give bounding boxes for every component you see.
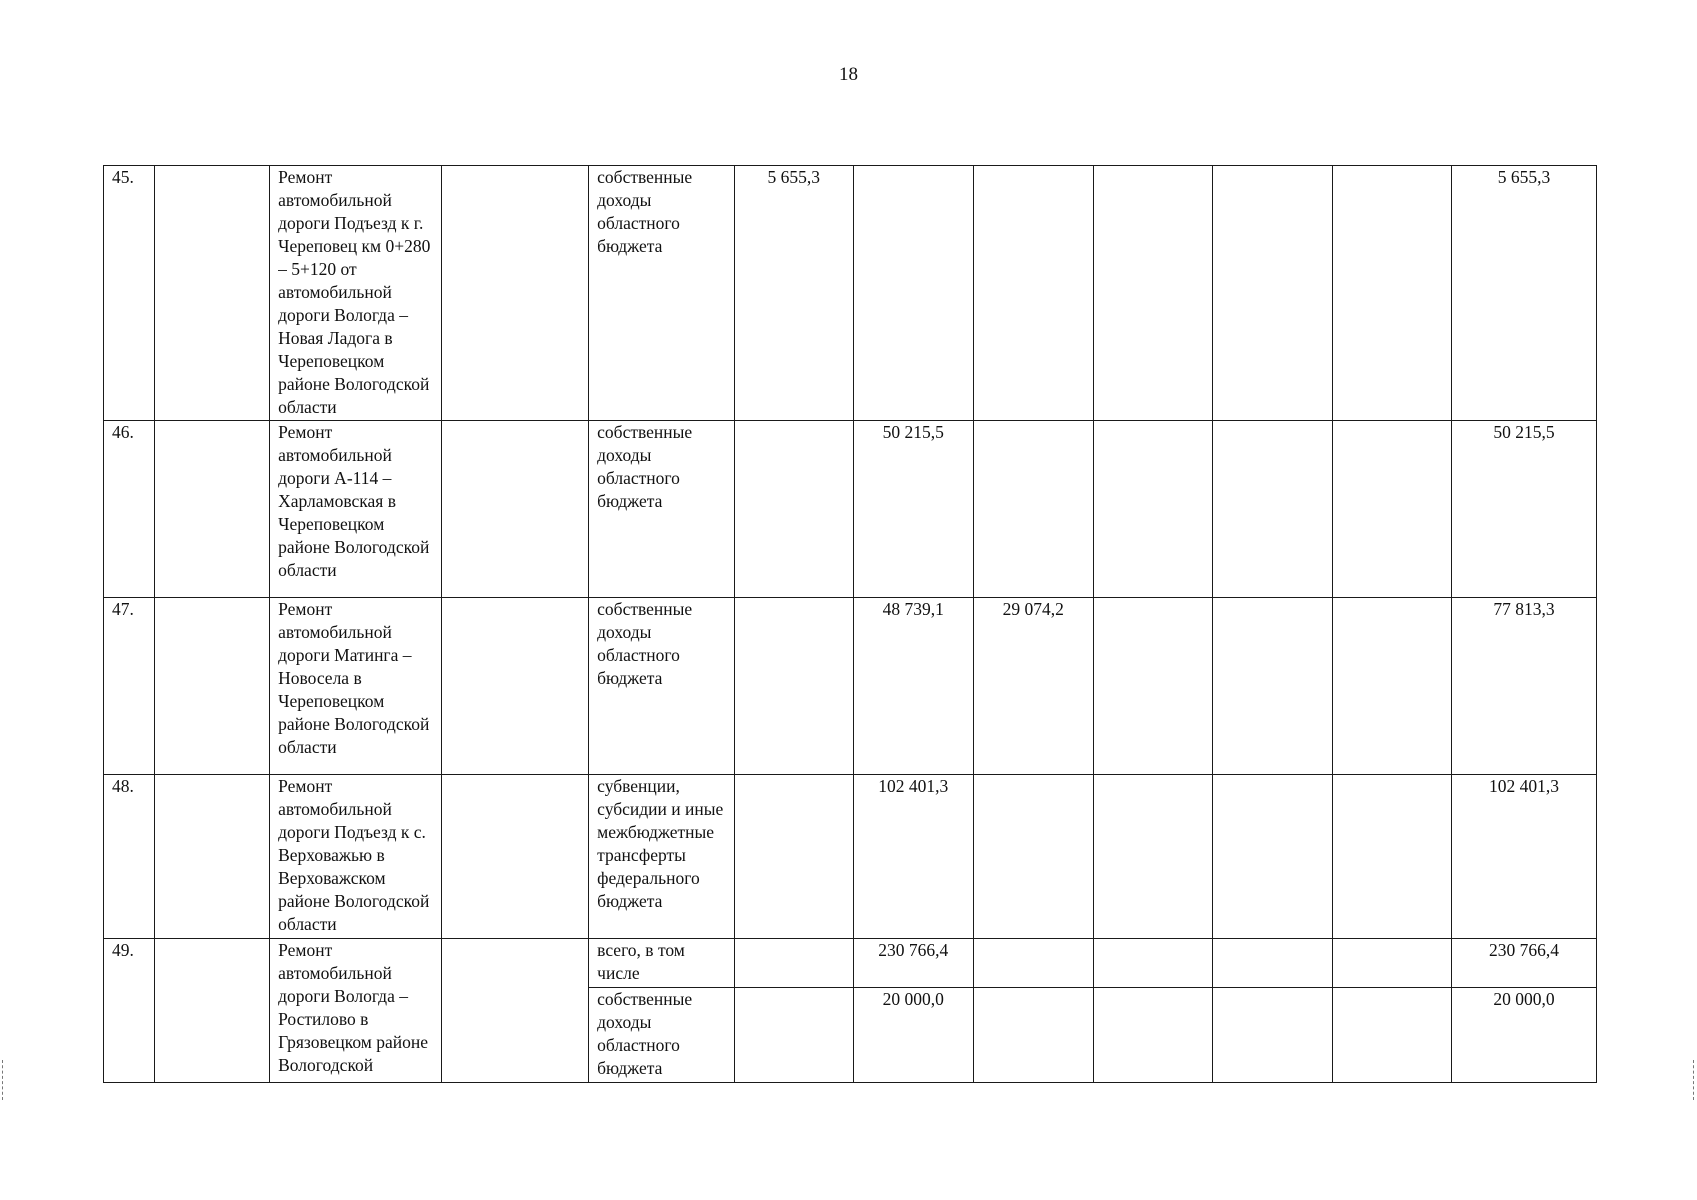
year-value	[1213, 421, 1333, 598]
total-value: 5 655,3	[1452, 166, 1597, 421]
row-number: 46.	[104, 421, 155, 598]
funding-source: собственные доходы областного бюджета	[589, 598, 735, 775]
year-value: 48 739,1	[853, 598, 974, 775]
empty-cell	[154, 598, 269, 775]
table-row	[104, 775, 1597, 939]
year-value: 102 401,3	[853, 775, 974, 939]
total-value: 230 766,4	[1452, 939, 1597, 988]
row-number: 48.	[104, 775, 155, 939]
year-value	[1213, 166, 1333, 421]
funding-source: собственные доходы областного бюджета	[589, 988, 735, 1083]
year-value	[1213, 775, 1333, 939]
year-value	[974, 166, 1094, 421]
empty-cell	[154, 939, 269, 1083]
row-number: 49.	[104, 939, 155, 1083]
project-name: Ремонт автомобильной дороги Вологда – Ростилово в Грязовецком районе Вологодской	[270, 939, 442, 1083]
budget-table	[103, 165, 1597, 1083]
empty-cell	[154, 775, 269, 939]
year-value	[1093, 775, 1213, 939]
row-number: 45.	[104, 166, 155, 421]
year-value	[735, 421, 854, 598]
page-number: 18	[839, 64, 858, 85]
year-value	[1093, 939, 1213, 988]
funding-source: собственные доходы областного бюджета	[589, 166, 735, 421]
year-value	[974, 939, 1094, 988]
empty-cell	[442, 775, 589, 939]
year-value	[1213, 988, 1333, 1083]
total-value: 20 000,0	[1452, 988, 1597, 1083]
project-name: Ремонт автомобильной дороги Матинга – Новосела в Череповецком районе Вологодской области	[270, 598, 442, 775]
year-value	[974, 775, 1094, 939]
year-value	[974, 421, 1094, 598]
table-body	[104, 166, 1597, 1083]
scan-edge-mark-left	[2, 1060, 5, 1100]
project-name: Ремонт автомобильной дороги А-114 – Харламовская в Череповецком районе Вологодской области	[270, 421, 442, 598]
year-value: 5 655,3	[735, 166, 854, 421]
year-value	[1213, 598, 1333, 775]
year-value	[1332, 988, 1452, 1083]
empty-cell	[154, 421, 269, 598]
year-value	[1093, 166, 1213, 421]
year-value	[1093, 421, 1213, 598]
table-row	[104, 598, 1597, 775]
year-value	[1093, 988, 1213, 1083]
empty-cell	[154, 166, 269, 421]
total-value: 102 401,3	[1452, 775, 1597, 939]
table-row	[104, 421, 1597, 598]
year-value	[735, 988, 854, 1083]
year-value: 29 074,2	[974, 598, 1094, 775]
scan-edge-mark-right	[1693, 1060, 1696, 1100]
year-value: 230 766,4	[853, 939, 974, 988]
year-value: 50 215,5	[853, 421, 974, 598]
year-value	[735, 775, 854, 939]
funding-source: собственные доходы областного бюджета	[589, 421, 735, 598]
year-value	[735, 939, 854, 988]
year-value	[853, 166, 974, 421]
funding-source: всего, в том числе	[589, 939, 735, 988]
year-value	[1093, 598, 1213, 775]
empty-cell	[442, 421, 589, 598]
total-value: 77 813,3	[1452, 598, 1597, 775]
empty-cell	[442, 939, 589, 1083]
year-value	[1332, 775, 1452, 939]
year-value: 20 000,0	[853, 988, 974, 1083]
project-name: Ремонт автомобильной дороги Подъезд к с. Верховажью в Верховажском районе Вологодской области	[270, 775, 442, 939]
year-value	[1332, 598, 1452, 775]
year-value	[735, 598, 854, 775]
table-row	[104, 166, 1597, 421]
year-value	[1332, 939, 1452, 988]
year-value	[1213, 939, 1333, 988]
year-value	[1332, 421, 1452, 598]
funding-source: субвенции, субсидии и иные межбюджетные трансферты федерального бюджета	[589, 775, 735, 939]
empty-cell	[442, 598, 589, 775]
project-name: Ремонт автомобильной дороги Подъезд к г. Череповец км 0+280 – 5+120 от автомобильной дороги Вологда – Новая Ладога в Череповецком районе Вологодской области	[270, 166, 442, 421]
table-row	[104, 939, 1597, 988]
year-value	[1332, 166, 1452, 421]
empty-cell	[442, 166, 589, 421]
total-value: 50 215,5	[1452, 421, 1597, 598]
year-value	[974, 988, 1094, 1083]
row-number: 47.	[104, 598, 155, 775]
